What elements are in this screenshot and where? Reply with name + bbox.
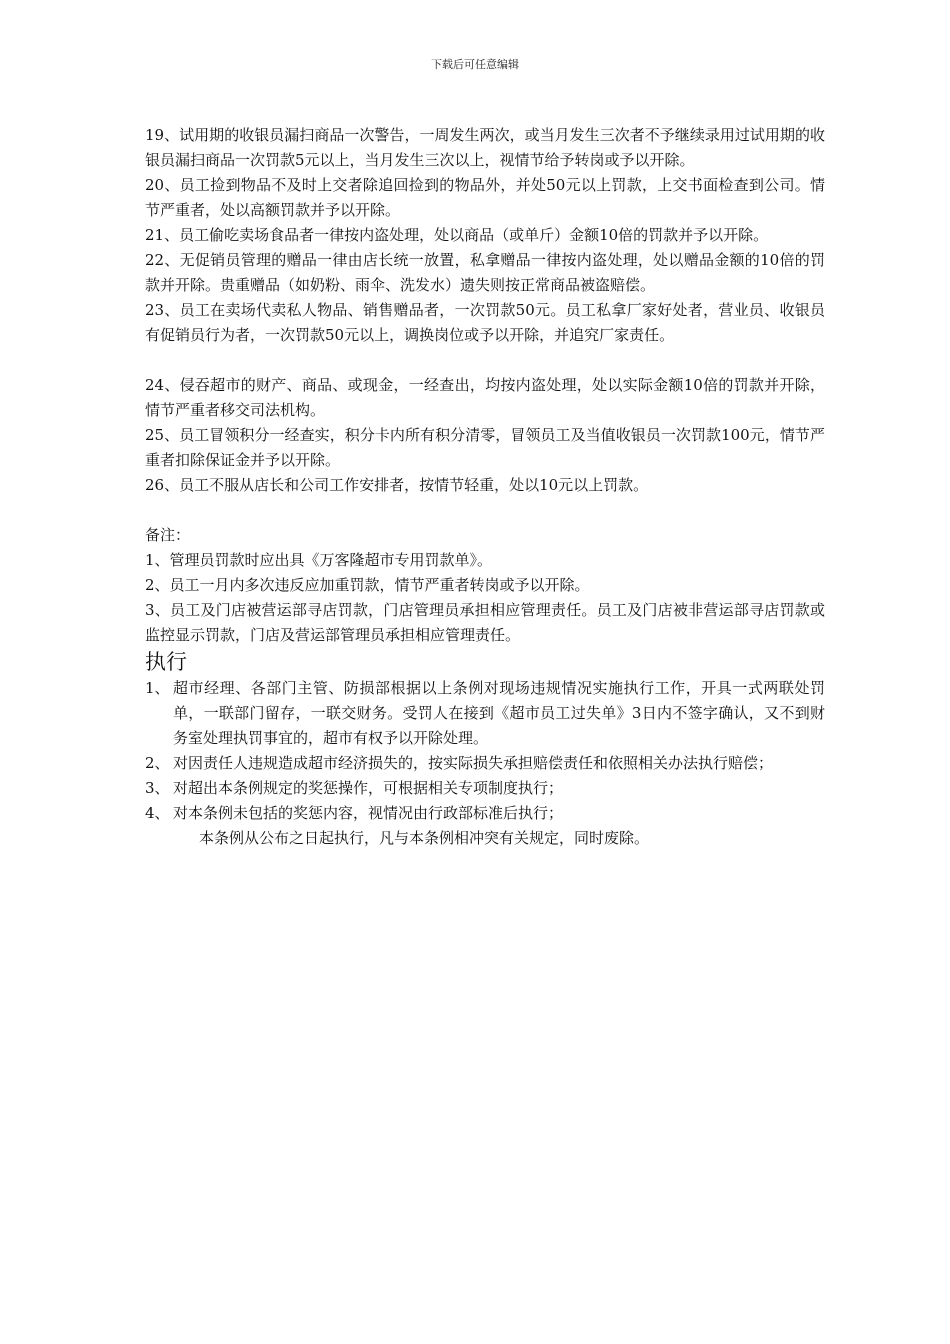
rule-22: 22、无促销员管理的赠品一律由店长统一放置，私拿赠品一律按内盗处理，处以赠品金额的10倍的罚款并开除。贵重赠品（如奶粉、雨伞、洗发水）遗失则按正常商品被盗赔偿。 [145, 251, 825, 294]
notes-title: 备注： [145, 526, 191, 544]
execution-item-text: 对本条例未包括的奖惩内容，视情况由行政部标准后执行； [173, 804, 564, 822]
note-item-3: 3、员工及门店被营运部寻店罚款，门店管理员承担相应管理责任。员工及门店被非营运部寻店罚款或监控显示罚款，门店及营运部管理员承担相应管理责任。 [145, 601, 825, 644]
spacer [145, 348, 825, 373]
execution-item-number: 1、 [145, 679, 170, 697]
execution-item-3 [145, 776, 825, 801]
page-header: 下载后可任意编辑 [431, 58, 519, 71]
spacer [145, 498, 825, 523]
rule-21: 21、员工偷吃卖场食品者一律按内盗处理，处以商品（或单斤）金额10倍的罚款并予以开除。 [145, 226, 769, 244]
rule-25: 25、员工冒领积分一经查实，积分卡内所有积分清零，冒领员工及当值收银员一次罚款100元，情节严重者扣除保证金并予以开除。 [145, 426, 825, 469]
execution-item-text: 对超出本条例规定的奖惩操作，可根据相关专项制度执行； [173, 779, 564, 797]
execution-item-text: 对因责任人违规造成超市经济损失的，按实际损失承担赔偿责任和依照相关办法执行赔偿； [173, 754, 774, 772]
note-item-2: 2、员工一月内多次违反应加重罚款，情节严重者转岗或予以开除。 [145, 576, 590, 594]
execution-item-1 [145, 676, 825, 751]
closing-statement: 本条例从公布之日起执行，凡与本条例相冲突有关规定，同时废除。 [199, 829, 650, 847]
rule-20: 20、员工捡到物品不及时上交者除追回捡到的物品外，并处50元以上罚款，上交书面检查到公司。情节严重者，处以高额罚款并予以开除。 [145, 176, 825, 219]
note-item-1: 1、管理员罚款时应出具《万客隆超市专用罚款单》。 [145, 551, 493, 569]
execution-heading: 执行 [145, 650, 187, 674]
document-body [145, 123, 825, 851]
rule-23: 23、员工在卖场代卖私人物品、销售赠品者，一次罚款50元。员工私拿厂家好处者，营业员、收银员有促销员行为者，一次罚款50元以上，调换岗位或予以开除，并追究厂家责任。 [145, 301, 825, 344]
rule-24: 24、侵吞超市的财产、商品、或现金，一经查出，均按内盗处理，处以实际金额10倍的罚款并开除，情节严重者移交司法机构。 [145, 376, 825, 419]
execution-item-number: 4、 [145, 804, 170, 822]
execution-item-2 [145, 751, 825, 776]
rule-19: 19、试用期的收银员漏扫商品一次警告，一周发生两次，或当月发生三次者不予继续录用过试用期的收银员漏扫商品一次罚款5元以上，当月发生三次以上，视情节给予转岗或予以开除。 [145, 126, 825, 169]
rule-26: 26、员工不服从店长和公司工作安排者，按情节轻重，处以10元以上罚款。 [145, 476, 649, 494]
execution-item-4 [145, 801, 825, 826]
execution-item-number: 3、 [145, 779, 170, 797]
execution-item-number: 2、 [145, 754, 170, 772]
execution-item-text: 超市经理、各部门主管、防损部根据以上条例对现场违规情况实施执行工作，开具一式两联处罚单，一联部门留存，一联交财务。受罚人在接到《超市员工过失单》3日内不签字确认，又不到财务室处理执罚事宜的，超市有权予以开除处理。 [173, 679, 825, 747]
